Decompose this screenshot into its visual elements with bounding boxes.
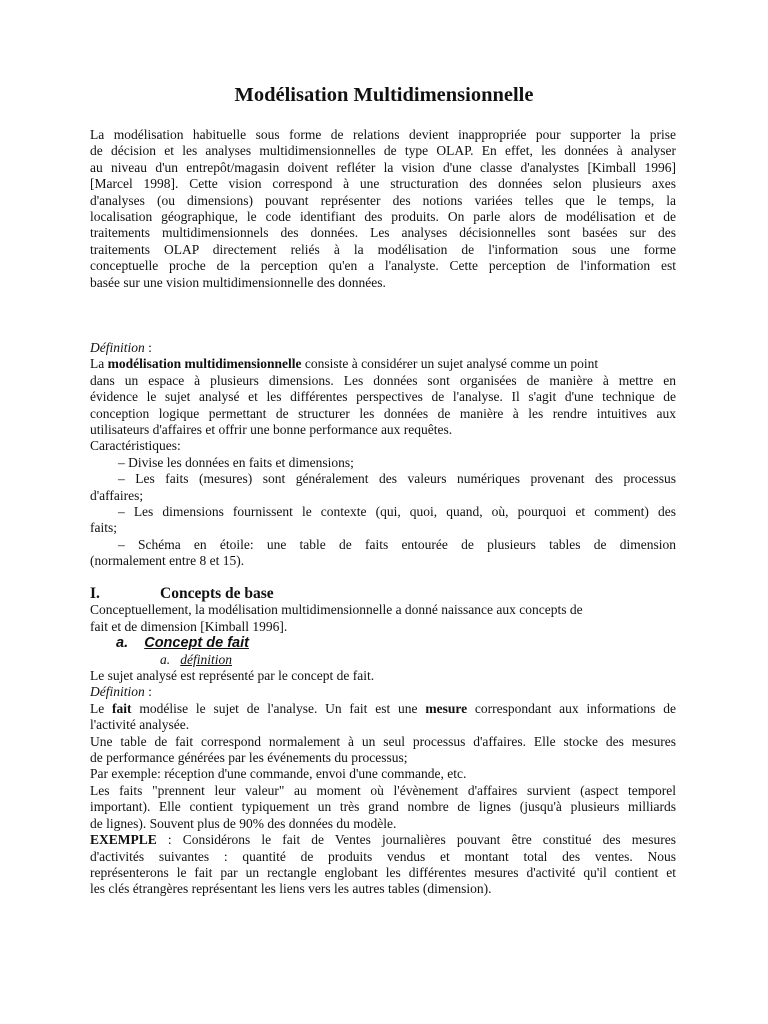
prennent-line: Les faits "prennent leur valeur" au moment où l'évènement d'affaires survient (aspect temporel <box>90 782 676 798</box>
subsection-title: Concept de fait <box>144 635 249 652</box>
definition-line: utilisateurs d'affaires et offrir une bonne performance aux requêtes. <box>90 422 453 438</box>
section-number: I. <box>90 585 100 602</box>
intro-line: localisation géographique, le code identifiant des produits. On parle alors de modélisation et de <box>90 209 676 225</box>
characteristic-item-cont: d'affaires; <box>90 487 144 503</box>
intro-line: conceptuelle proche de la perception qu'en a l'analyste. Cette perception de l'information est <box>90 258 676 274</box>
intro-line: [Marcel 1998]. Cette vision correspond à une structuration des données selon plusieurs axes <box>90 176 676 192</box>
exemple-line: d'activités suivantes : quantité de produits vendus et montant total des ventes. Nous <box>90 848 676 864</box>
definition-label <box>90 340 676 356</box>
example-line: Par exemple: réception d'une commande, envoi d'une commande, etc. <box>90 766 467 782</box>
definition-term: modélisation multidimensionnelle <box>107 356 302 372</box>
definition-label <box>90 684 676 700</box>
intro-line: La modélisation habituelle sous forme de relations devient inappropriée pour supporter la prise <box>90 127 676 142</box>
characteristics-label: Caractéristiques: <box>90 438 181 454</box>
section-intro-line: Conceptuellement, la modélisation multidimensionnelle a donné naissance aux concepts de <box>90 602 583 618</box>
definition-first-line <box>90 356 676 372</box>
exemple-first-line <box>90 832 676 848</box>
definition-la: La <box>90 356 108 372</box>
characteristic-item: – Les dimensions fournissent le contexte (qui, quoi, quand, où, pourquoi et comment) des <box>118 504 676 520</box>
subsection-heading <box>116 635 676 651</box>
intro-line: au niveau d'un entrepôt/magasin doivent refléter la vision d'une classe d'analystes [Kimball 1996] <box>90 159 676 175</box>
definition-line: dans un espace à plusieurs dimensions. Les données sont organisées de manière à mettre en <box>90 372 676 388</box>
fait-mid: modélise le sujet de l'analyse. Un fait est une <box>131 700 426 716</box>
represented-line: Le sujet analysé est représenté par le concept de fait. <box>90 668 375 684</box>
exemple-rest: : Considérons le fait de Ventes journalières pouvant être constitué des mesures <box>156 832 676 848</box>
section-concepts-de-base <box>90 586 676 898</box>
definition-rest: consiste à considérer un sujet analysé comme un point <box>301 356 599 372</box>
definition-label-text: Définition <box>90 684 145 700</box>
section-title: Concepts de base <box>160 585 274 602</box>
characteristic-item: – Schéma en étoile: une table de faits entourée de plusieurs tables de dimension <box>118 536 676 552</box>
table-line: Une table de fait correspond normalement à un seul processus d'affaires. Elle stocke des mesures <box>90 733 676 749</box>
prennent-line: important). Elle contient typiquement un très grand nombre de lignes (jusqu'à plusieurs milliards <box>90 799 676 815</box>
exemple-label: EXEMPLE <box>90 832 157 848</box>
fait-end: correspondant aux informations de <box>467 700 676 716</box>
definition-colon: : <box>144 684 152 700</box>
exemple-line: représenterons le fait par un rectangle englobant les différentes mesures d'activité qu'il contient et <box>90 864 676 880</box>
fait-le: Le <box>90 700 113 716</box>
section-intro-line: fait et de dimension [Kimball 1996]. <box>90 618 288 634</box>
definition-block <box>90 340 676 570</box>
definition-colon: : <box>144 340 152 355</box>
table-line: de performance générées par les événements du processus; <box>90 750 408 766</box>
page-title: Modélisation Multidimensionnelle <box>234 84 534 106</box>
fait-definition-line: l'activité analysée. <box>90 717 190 733</box>
prennent-line: de lignes). Souvent plus de 90% des données du modèle. <box>90 815 397 831</box>
characteristic-item-cont: faits; <box>90 520 117 536</box>
characteristic-item: – Les faits (mesures) sont généralement des valeurs numériques provenant des processus <box>118 471 676 487</box>
subsection-number: a. <box>116 635 129 652</box>
mesure-term: mesure <box>425 700 468 716</box>
fait-term: fait <box>112 700 132 716</box>
intro-paragraph <box>90 127 676 291</box>
intro-line: traitements OLAP directement reliés à la modélisation de l'information sous une forme <box>90 241 676 257</box>
intro-line: d'analyses (ou dimensions) pouvant représenter des notions variées telles que le temps, la <box>90 192 676 208</box>
subsubsection-title: définition <box>180 651 232 667</box>
subsubsection-number: a. <box>160 651 171 667</box>
definition-line: conception logique permettant de structurer les données de manière à les rendre intuitives aux <box>90 405 676 421</box>
definition-label-text: Définition <box>90 340 145 355</box>
section-heading <box>90 586 676 602</box>
fait-definition-line <box>90 701 676 717</box>
characteristic-item-cont: (normalement entre 8 et 15). <box>90 553 245 569</box>
definition-line: évidence le sujet analysé et les différentes perspectives de l'analyse. Il s'agit d'une technique de <box>90 389 676 405</box>
intro-line: basée sur une vision multidimensionnelle des données. <box>90 274 386 290</box>
exemple-line: les clés étrangères représentant les liens vers les autres tables (dimension). <box>90 881 492 897</box>
intro-line: traitements multidimensionnels des données. Les analyses décisionnelles sont basées sur des <box>90 225 676 241</box>
characteristic-item: – Divise les données en faits et dimensions; <box>118 454 354 470</box>
subsubsection-heading <box>160 652 676 668</box>
intro-line: de décision et les analyses multidimensionnelles de type OLAP. En effet, les données à analyser <box>90 143 676 159</box>
